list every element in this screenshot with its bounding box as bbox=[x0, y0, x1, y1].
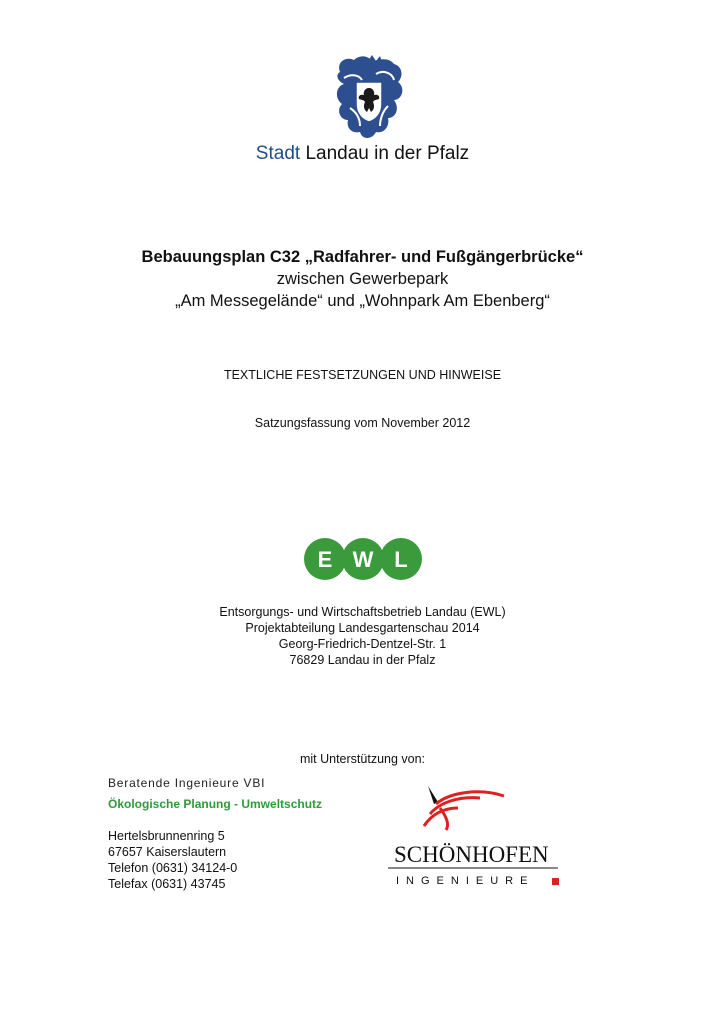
plan-title: Bebauungsplan C32 „Radfahrer- und Fußgängerbrücke“ bbox=[141, 248, 584, 266]
version-date: Satzungsfassung vom November 2012 bbox=[254, 416, 471, 430]
ewl-letter-e: E bbox=[317, 547, 333, 572]
support-label: mit Unterstützung von: bbox=[299, 752, 426, 766]
firm-subheading: Ökologische Planung - Umweltschutz bbox=[108, 797, 323, 811]
logo-wordmark: SCHÖNHOFEN bbox=[394, 842, 549, 867]
firm-address-1: Hertelsbrunnenring 5 bbox=[108, 829, 225, 843]
plan-subtitle-2: „Am Messegelände“ und „Wohnpark Am Ebenberg“ bbox=[175, 292, 550, 310]
firm-address-2: 67657 Kaiserslautern bbox=[108, 845, 227, 859]
firm-fax: Telefax (0631) 43745 bbox=[108, 877, 226, 891]
landau-coat-of-arms-icon bbox=[330, 52, 408, 144]
pen-nib-icon bbox=[428, 786, 438, 804]
ewl-line-1: Entsorgungs- und Wirtschaftsbetrieb Landau (EWL) bbox=[219, 605, 506, 619]
plan-subtitle-1: zwischen Gewerbepark bbox=[276, 270, 449, 288]
schoenhofen-logo bbox=[380, 780, 565, 895]
ewl-line-2: Projektabteilung Landesgartenschau 2014 bbox=[245, 621, 480, 635]
ewl-logo bbox=[303, 537, 423, 581]
ewl-line-3: Georg-Friedrich-Dentzel-Str. 1 bbox=[278, 637, 447, 651]
ewl-letter-l: L bbox=[394, 547, 408, 572]
logo-accent-square bbox=[552, 878, 559, 885]
ewl-line-4: 76829 Landau in der Pfalz bbox=[289, 653, 436, 667]
firm-phone: Telefon (0631) 34124-0 bbox=[108, 861, 238, 875]
logo-tagline: INGENIEURE bbox=[396, 875, 535, 887]
firm-heading: Beratende Ingenieure VBI bbox=[108, 776, 266, 790]
city-name bbox=[0, 143, 725, 165]
document-type: TEXTLICHE FESTSETZUNGEN UND HINWEISE bbox=[223, 368, 502, 382]
city-prefix: Stadt bbox=[255, 143, 301, 164]
ewl-letter-w: W bbox=[352, 547, 374, 572]
city-rest: Landau in der Pfalz bbox=[300, 143, 470, 164]
